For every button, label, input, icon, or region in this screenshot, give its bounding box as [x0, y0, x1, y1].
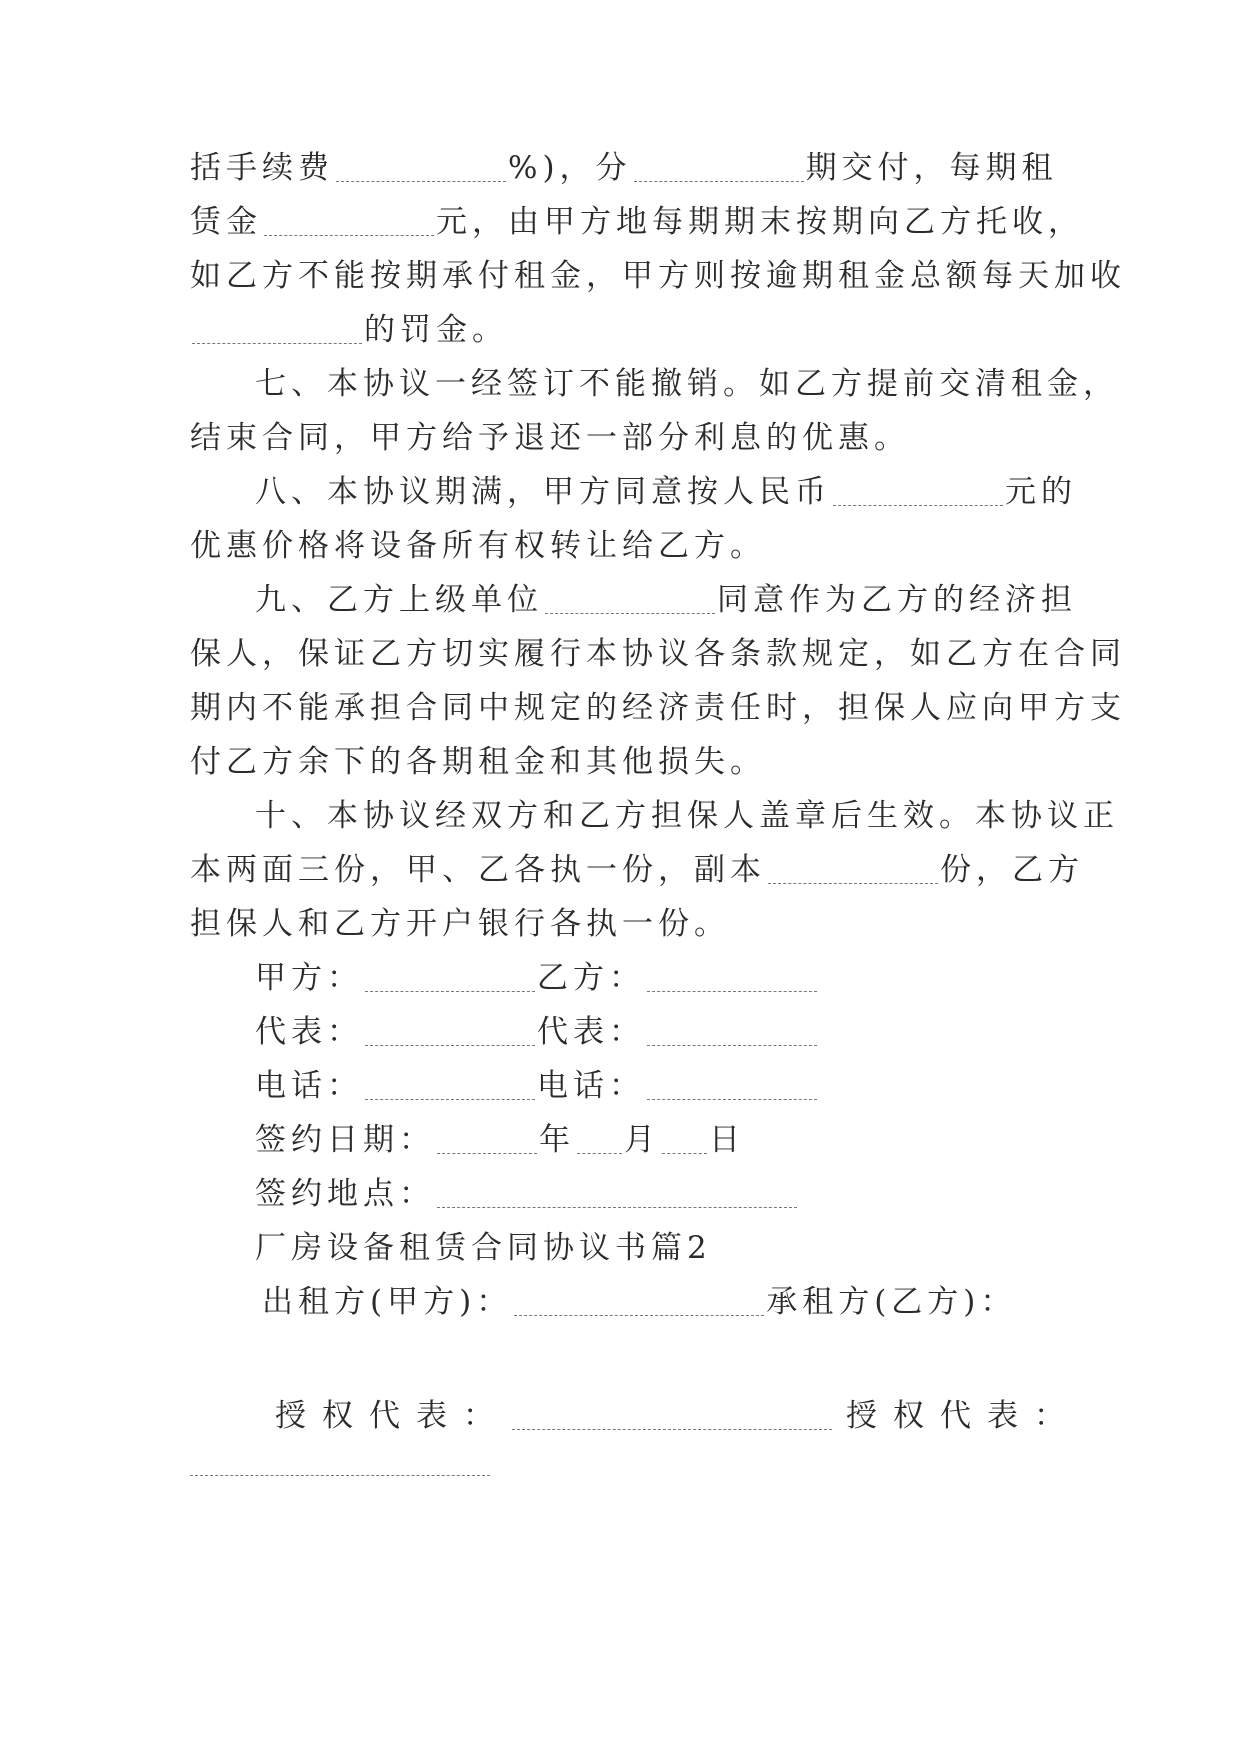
clause-6-line-4: 的罚金。	[190, 310, 508, 350]
blank-line	[514, 1314, 764, 1316]
clause-9-line-4: 付乙方余下的各期租金和其他损失。	[190, 744, 766, 780]
clause-10-line-3: 担保人和乙方开户银行各执一份。	[190, 906, 730, 942]
blank-line	[192, 342, 362, 344]
clause-10-line-1: 十、本协议经双方和乙方担保人盖章后生效。本协议正	[255, 798, 1119, 834]
clause-8-line-1: 八、本协议期满，甲方同意按人民币 元的	[255, 474, 1077, 510]
blank-line	[437, 1152, 537, 1154]
clause-9-line-1: 九、乙方上级单位 同意作为乙方的经济担	[255, 582, 1077, 618]
clause-7-line-2: 结束合同，甲方给予退还一部分利息的优惠。	[190, 420, 910, 456]
blank-line	[365, 1098, 535, 1100]
blank-line	[833, 504, 1003, 506]
blank-line	[190, 1474, 490, 1476]
blank-line	[647, 1098, 817, 1100]
party-line: 甲方： 乙方：	[255, 958, 819, 998]
blank-line	[512, 1428, 832, 1430]
clause-6-line-2: 赁金 元，由甲方地每期期末按期向乙方托收，	[190, 204, 1084, 240]
clause-9-line-2: 保人，保证乙方切实履行本协议各条款规定，如乙方在合同	[190, 636, 1126, 672]
blank-line	[336, 180, 506, 182]
clause-10-line-2: 本两面三份，甲、乙各执一份，副本 份，乙方	[190, 852, 1084, 888]
clause-8-line-2: 优惠价格将设备所有权转让给乙方。	[190, 528, 766, 564]
lessor-line: 出租方(甲方)： 承租方(乙方)：	[262, 1284, 1017, 1320]
blank-line	[647, 990, 817, 992]
clause-7-line-1: 七、本协议一经签订不能撤销。如乙方提前交清租金，	[255, 366, 1119, 402]
clause-6-line-1: 括手续费 %)，分 期交付，每期租	[190, 150, 1058, 186]
blank-line	[662, 1152, 707, 1154]
blank-line	[634, 180, 804, 182]
blank-line	[768, 882, 938, 884]
clause-9-line-3: 期内不能承担合同中规定的经济责任时，担保人应向甲方支	[190, 690, 1126, 726]
blank-line	[264, 234, 434, 236]
authorized-rep-line: 授权代表： 授权代表：	[275, 1398, 1081, 1434]
representative-line: 代表： 代表：	[255, 1012, 819, 1052]
blank-line	[545, 612, 715, 614]
blank-line	[437, 1206, 797, 1208]
blank-line	[365, 990, 535, 992]
signing-place-line: 签约地点：	[255, 1174, 799, 1214]
signing-date-line: 签约日期： 年 月 日	[255, 1122, 745, 1158]
blank-line	[577, 1152, 622, 1154]
telephone-line: 电话： 电话：	[255, 1066, 819, 1106]
section-2-title: 厂房设备租赁合同协议书篇2	[255, 1230, 712, 1266]
blank-line	[365, 1044, 535, 1046]
clause-6-line-3: 如乙方不能按期承付租金，甲方则按逾期租金总额每天加收	[190, 258, 1126, 294]
blank-line	[647, 1044, 817, 1046]
